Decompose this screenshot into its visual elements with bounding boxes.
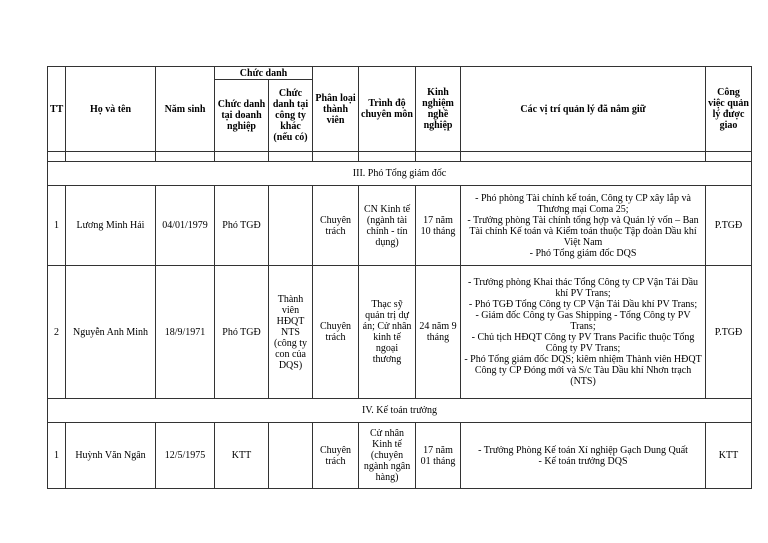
cell-name: Lương Minh Hải [66, 186, 156, 266]
header-assigned-job: Công việc quản lý được giao [706, 67, 752, 152]
header-education: Trình độ chuyên môn [359, 67, 416, 152]
cell-position-company: KTT [215, 423, 269, 489]
header-position-other: Chức danh tại công ty khác (nếu có) [269, 80, 313, 152]
header-member-type: Phân loại thành viên [313, 67, 359, 152]
position-line: - Trưởng phòng Khai thác Tổng Công ty CP Vận Tải Dầu khí PV Trans; [467, 277, 699, 299]
cell-education: Cử nhân Kinh tế (chuyên ngành ngân hàng) [359, 423, 416, 489]
header-tt: TT [48, 67, 66, 152]
section-title: IV. Kế toán trưởng [48, 399, 752, 423]
cell-birth: 12/5/1975 [156, 423, 215, 489]
position-line: - Chủ tịch HĐQT Công ty PV Trans Pacific thuộc Tổng Công ty PV Trans; [471, 332, 695, 354]
cell-member-type: Chuyên trách [313, 423, 359, 489]
position-line: - Phó phòng Tài chính kế toán, Công ty CP xây lắp và Thương mại Coma 25; [475, 192, 691, 215]
table-row [48, 186, 752, 266]
header-birth-year: Năm sinh [156, 67, 215, 152]
cell-positions-held [461, 266, 706, 399]
cell-name: Huỳnh Văn Ngân [66, 423, 156, 489]
cell-positions-held [461, 423, 706, 489]
section-row [48, 162, 752, 186]
position-line: - Giám đốc Công ty Gas Shipping - Tổng Công ty PV Trans; [475, 310, 691, 332]
section-title: III. Phó Tổng giám đốc [48, 162, 752, 186]
cell-assigned-job: P.TGĐ [706, 186, 752, 266]
cell-assigned-job: KTT [706, 423, 752, 489]
spacer-row [48, 152, 752, 162]
cell-member-type: Chuyên trách [313, 266, 359, 399]
cell-positions-held [461, 186, 706, 266]
header-position-group: Chức danh [215, 67, 313, 80]
header-position-company: Chức danh tại doanh nghiệp [215, 80, 269, 152]
cell-experience: 17 năm 10 tháng [416, 186, 461, 266]
position-line: - Phó TGĐ Tổng Công ty CP Vận Tải Dầu khí PV Trans; [468, 299, 698, 310]
table-row [48, 423, 752, 489]
position-line: - Trưởng Phòng Kế toán Xí nghiệp Gạch Dung Quất [478, 444, 688, 456]
cell-position-other [269, 423, 313, 489]
cell-position-other [269, 186, 313, 266]
cell-tt: 1 [48, 423, 66, 489]
cell-position-company: Phó TGĐ [215, 186, 269, 266]
cell-tt: 2 [48, 266, 66, 399]
cell-position-other: Thành viên HĐQT NTS (công ty con của DQS) [269, 266, 313, 399]
cell-education: CN Kinh tế (ngành tài chính - tín dụng) [359, 186, 416, 266]
position-line: - Trưởng phòng Tài chính tổng hợp và Quản lý vốn – Ban Tài chính Kế toán và Kiểm toán thuộc Tập đoàn Dầu khí Việt Nam [467, 214, 699, 248]
cell-birth: 18/9/1971 [156, 266, 215, 399]
position-line: - Phó Tổng giám đốc DQS [529, 247, 637, 259]
cell-name: Nguyễn Anh Minh [66, 266, 156, 399]
header-positions-held: Các vị trí quản lý đã nắm giữ [461, 67, 706, 152]
cell-assigned-job: P.TGĐ [706, 266, 752, 399]
cell-experience: 17 năm 01 tháng [416, 423, 461, 489]
table-row [48, 266, 752, 399]
cell-position-company: Phó TGĐ [215, 266, 269, 399]
cell-tt: 1 [48, 186, 66, 266]
cell-member-type: Chuyên trách [313, 186, 359, 266]
header-name: Họ và tên [66, 67, 156, 152]
cell-experience: 24 năm 9 tháng [416, 266, 461, 399]
header-experience: Kinh nghiệm nghề nghiệp [416, 67, 461, 152]
cell-education: Thạc sỹ quản trị dự án; Cử nhân kinh tế ngoại thương [359, 266, 416, 399]
position-line: - Phó Tổng giám đốc DQS; kiêm nhiệm Thành viên HĐQT Công ty CP Đóng mới và S/c Tàu Dầu khí Nhơn trạch (NTS) [464, 354, 702, 387]
cell-birth: 04/01/1979 [156, 186, 215, 266]
position-line: - Kế toán trưởng DQS [538, 455, 628, 467]
management-table [47, 66, 752, 489]
section-row [48, 399, 752, 423]
